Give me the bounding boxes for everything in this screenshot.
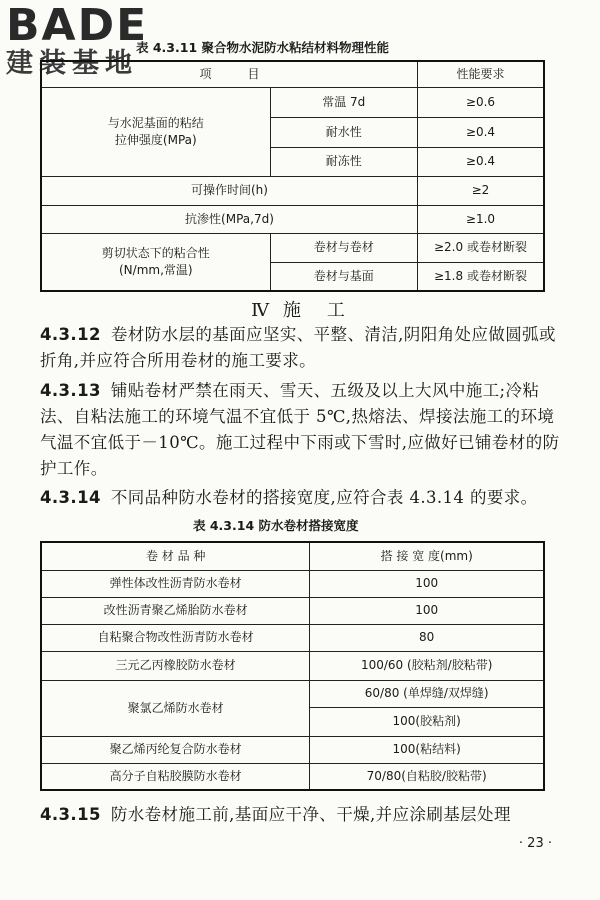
table1-item: 抗渗性(MPa,7d)	[41, 205, 417, 233]
table1-value: ≥0.6	[417, 87, 544, 117]
table2-width: 100(粘结料)	[310, 736, 544, 763]
paragraph-4-3-13	[40, 378, 560, 482]
table1-header-item: 项 目	[41, 61, 417, 87]
table2-type: 聚氯乙烯防水卷材	[41, 680, 310, 736]
table1-sub-item: 常温 7d	[270, 87, 417, 117]
paragraph-4-3-15	[40, 802, 560, 828]
paragraph-4-3-14	[40, 485, 560, 511]
table1-sub-item: 卷材与卷材	[270, 233, 417, 262]
group2-label-line1: 剪切状态下的粘合性	[101, 245, 210, 260]
table1-value: ≥0.4	[417, 117, 544, 147]
table1-value: ≥0.4	[417, 147, 544, 176]
table1-value: ≥2	[417, 176, 544, 205]
table2-width: 70/80(自粘胶/胶粘带)	[310, 763, 544, 790]
section-title: Ⅳ 施 工	[251, 300, 349, 321]
group1-label-line1: 与水泥基面的粘结	[107, 115, 204, 130]
table1-header-row	[41, 61, 544, 87]
group1-label-line2: 拉伸强度(MPa)	[114, 132, 197, 147]
watermark-logo-subtext: 建装基地	[6, 48, 138, 79]
clause-number: 4.3.12	[40, 325, 101, 344]
table2-width: 100	[310, 597, 544, 624]
table2-type: 高分子自粘胶膜防水卷材	[41, 763, 310, 790]
clause-number: 4.3.13	[40, 381, 101, 400]
table2-type: 改性沥青聚乙烯胎防水卷材	[41, 597, 310, 624]
table-row	[41, 651, 544, 680]
clause-text: 卷材防水层的基面应坚实、平整、清洁,阴阳角处应做圆弧或折角,并应符合所用卷材的施工要求。	[40, 325, 556, 370]
table2-header-type: 卷 材 品 种	[41, 542, 310, 570]
table2-width: 100	[310, 570, 544, 597]
table1-sub-item: 卷材与基面	[270, 262, 417, 291]
table2	[40, 541, 545, 791]
table1-item: 可操作时间(h)	[41, 176, 417, 205]
clause-text: 防水卷材施工前,基面应干净、干燥,并应涂刷基层处理	[110, 805, 511, 824]
table-row	[41, 233, 544, 262]
table-row	[41, 763, 544, 790]
clause-number: 4.3.15	[40, 805, 101, 824]
clause-number: 4.3.14	[40, 488, 101, 507]
table1-value: ≥1.0	[417, 205, 544, 233]
clause-text: 不同品种防水卷材的搭接宽度,应符合表 4.3.14 的要求。	[110, 488, 538, 507]
paragraph-4-3-12	[40, 322, 560, 374]
table-row	[41, 87, 544, 117]
group2-label-line2: (N/mm,常温)	[119, 262, 193, 277]
table2-type: 弹性体改性沥青防水卷材	[41, 570, 310, 597]
table-row	[41, 597, 544, 624]
table2-type: 自粘聚合物改性沥青防水卷材	[41, 624, 310, 651]
table1-value: ≥2.0 或卷材断裂	[417, 233, 544, 262]
table2-width: 100(胶粘剂)	[310, 707, 544, 736]
table2-width: 60/80 (单焊缝/双焊缝)	[310, 680, 544, 707]
table-row	[41, 570, 544, 597]
table2-type: 三元乙丙橡胶防水卷材	[41, 651, 310, 680]
table1	[40, 60, 545, 292]
table2-width: 100/60 (胶粘剂/胶粘带)	[310, 651, 544, 680]
table-row	[41, 736, 544, 763]
table2-header-row	[41, 542, 544, 570]
table2-caption: 表 4.3.14 防水卷材搭接宽度	[193, 518, 359, 533]
clause-text: 铺贴卷材严禁在雨天、雪天、五级及以上大风中施工;冷粘法、自粘法施工的环境气温不宜低于 5℃,热熔法、焊接法施工的环境气温不宜低于－10℃。施工过程中下雨或下雪时,应做好已铺卷材的防护工作。	[40, 381, 560, 478]
page-number: · 23 ·	[518, 836, 552, 851]
table-row	[41, 176, 544, 205]
table1-value: ≥1.8 或卷材断裂	[417, 262, 544, 291]
watermark-logo-text: BADE	[6, 0, 149, 51]
table-row	[41, 205, 544, 233]
table1-group2-label	[41, 233, 270, 291]
table2-type: 聚乙烯丙纶复合防水卷材	[41, 736, 310, 763]
table-row	[41, 680, 544, 707]
table1-sub-item: 耐冻性	[270, 147, 417, 176]
table1-group1-label	[41, 87, 270, 176]
table2-header-width: 搭 接 宽 度(mm)	[310, 542, 544, 570]
table1-sub-item: 耐水性	[270, 117, 417, 147]
table1-caption: 表 4.3.11 聚合物水泥防水粘结材料物理性能	[136, 40, 389, 55]
table2-width: 80	[310, 624, 544, 651]
table1-header-requirement: 性能要求	[417, 61, 544, 87]
table-row	[41, 624, 544, 651]
